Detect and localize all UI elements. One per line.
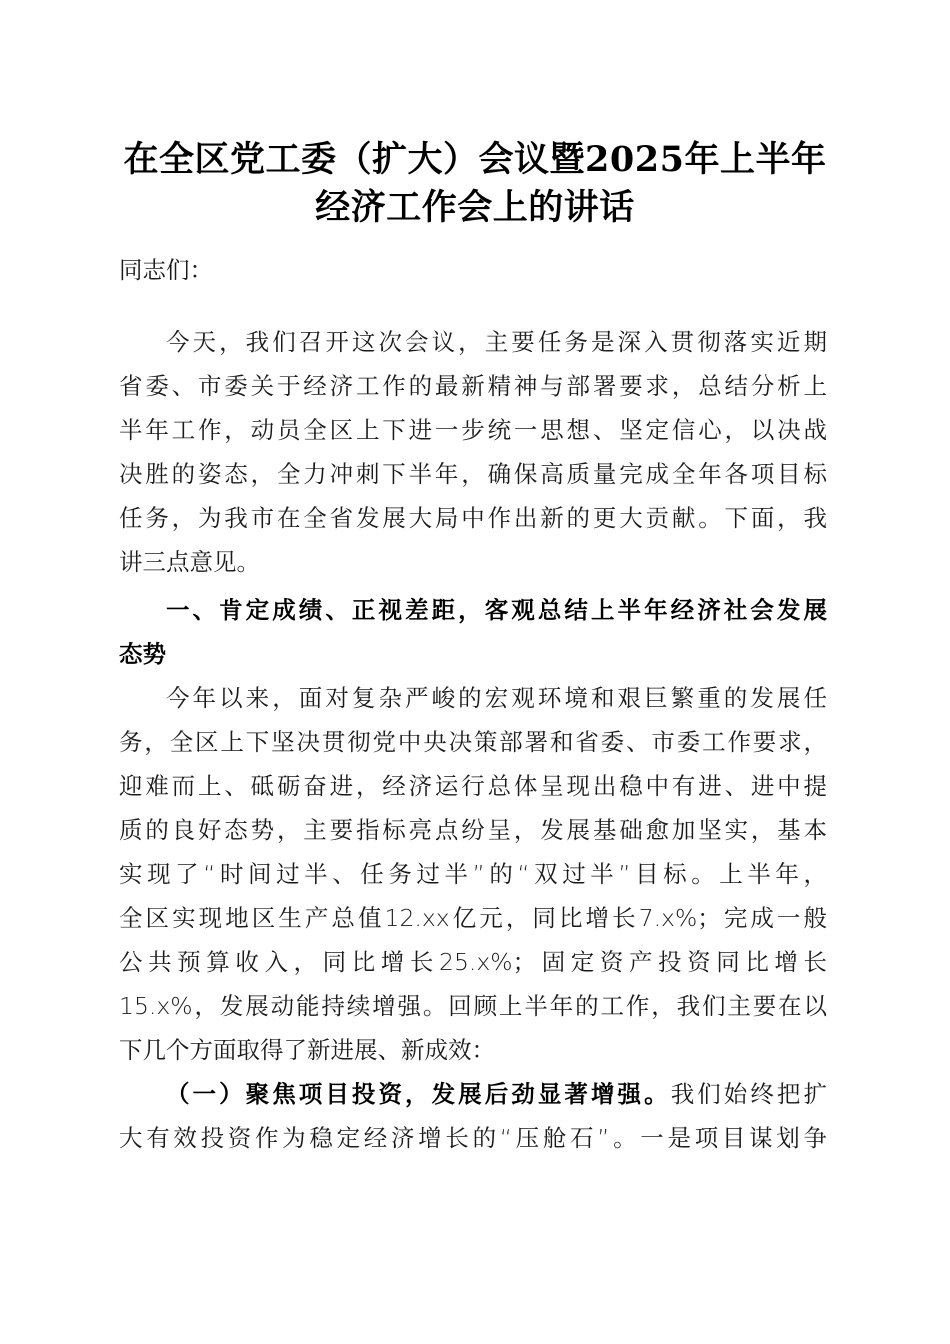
paragraph-2-line-7: 公共预算收入，同比增长25.x%；固定资产投资同比增长 — [119, 948, 827, 976]
section-heading-1-line-2: 态势 — [119, 640, 166, 668]
document-title-line-1: 在全区党工委（扩大）会议暨2025年上半年 — [123, 139, 827, 180]
paragraph-1-line-5: 任务，为我市在全省发展大局中作出新的更大贡献。下面，我 — [119, 504, 827, 532]
paragraph-1-line-6: 讲三点意见。 — [119, 548, 260, 576]
paragraph-2-line-8: 15.x%，发展动能持续增强。回顾上半年的工作，我们主要在以 — [119, 992, 827, 1020]
paragraph-2-line-9: 下几个方面取得了新进展、新成效： — [119, 1036, 495, 1064]
section-heading-1-line-1: 一、肯定成绩、正视差距，客观总结上半年经济社会发展 — [166, 596, 827, 624]
paragraph-2-line-6: 全区实现地区生产总值12.xx亿元，同比增长7.x%；完成一般 — [119, 904, 827, 932]
paragraph-2-line-4: 质的良好态势，主要指标亮点纷呈，发展基础愈加坚实，基本 — [119, 816, 827, 844]
paragraph-2-line-5: 实现了“时间过半、任务过半”的“双过半”目标。上半年， — [119, 860, 827, 888]
paragraph-1-line-2: 省委、市委关于经济工作的最新精神与部署要求，总结分析上 — [119, 372, 827, 400]
paragraph-2-line-2: 务，全区上下坚决贯彻党中央决策部署和省委、市委工作要求， — [119, 728, 827, 756]
subsection-1-line-1 — [166, 1072, 827, 1116]
paragraph-2-line-1: 今年以来，面对复杂严峻的宏观环境和艰巨繁重的发展任 — [166, 684, 827, 712]
subsection-1-line-2: 大有效投资作为稳定经济增长的“压舱石”。一是项目谋划争 — [119, 1124, 827, 1152]
paragraph-1-line-3: 半年工作，动员全区上下进一步统一思想、坚定信心，以决战 — [119, 416, 827, 444]
paragraph-2-line-3: 迎难而上、砥砺奋进，经济运行总体呈现出稳中有进、进中提 — [119, 772, 827, 800]
paragraph-1-line-1: 今天，我们召开这次会议，主要任务是深入贯彻落实近期 — [166, 328, 827, 356]
subsection-1-text-start: 我们始终把扩 — [670, 1080, 827, 1108]
salutation: 同志们： — [119, 256, 213, 284]
paragraph-1-line-4: 决胜的姿态，全力冲刺下半年，确保高质量完成全年各项目标 — [119, 460, 827, 488]
subsection-1-heading: （一）聚焦项目投资，发展后劲显著增强。 — [166, 1080, 671, 1108]
document-title-line-2: 经济工作会上的讲话 — [315, 187, 635, 228]
